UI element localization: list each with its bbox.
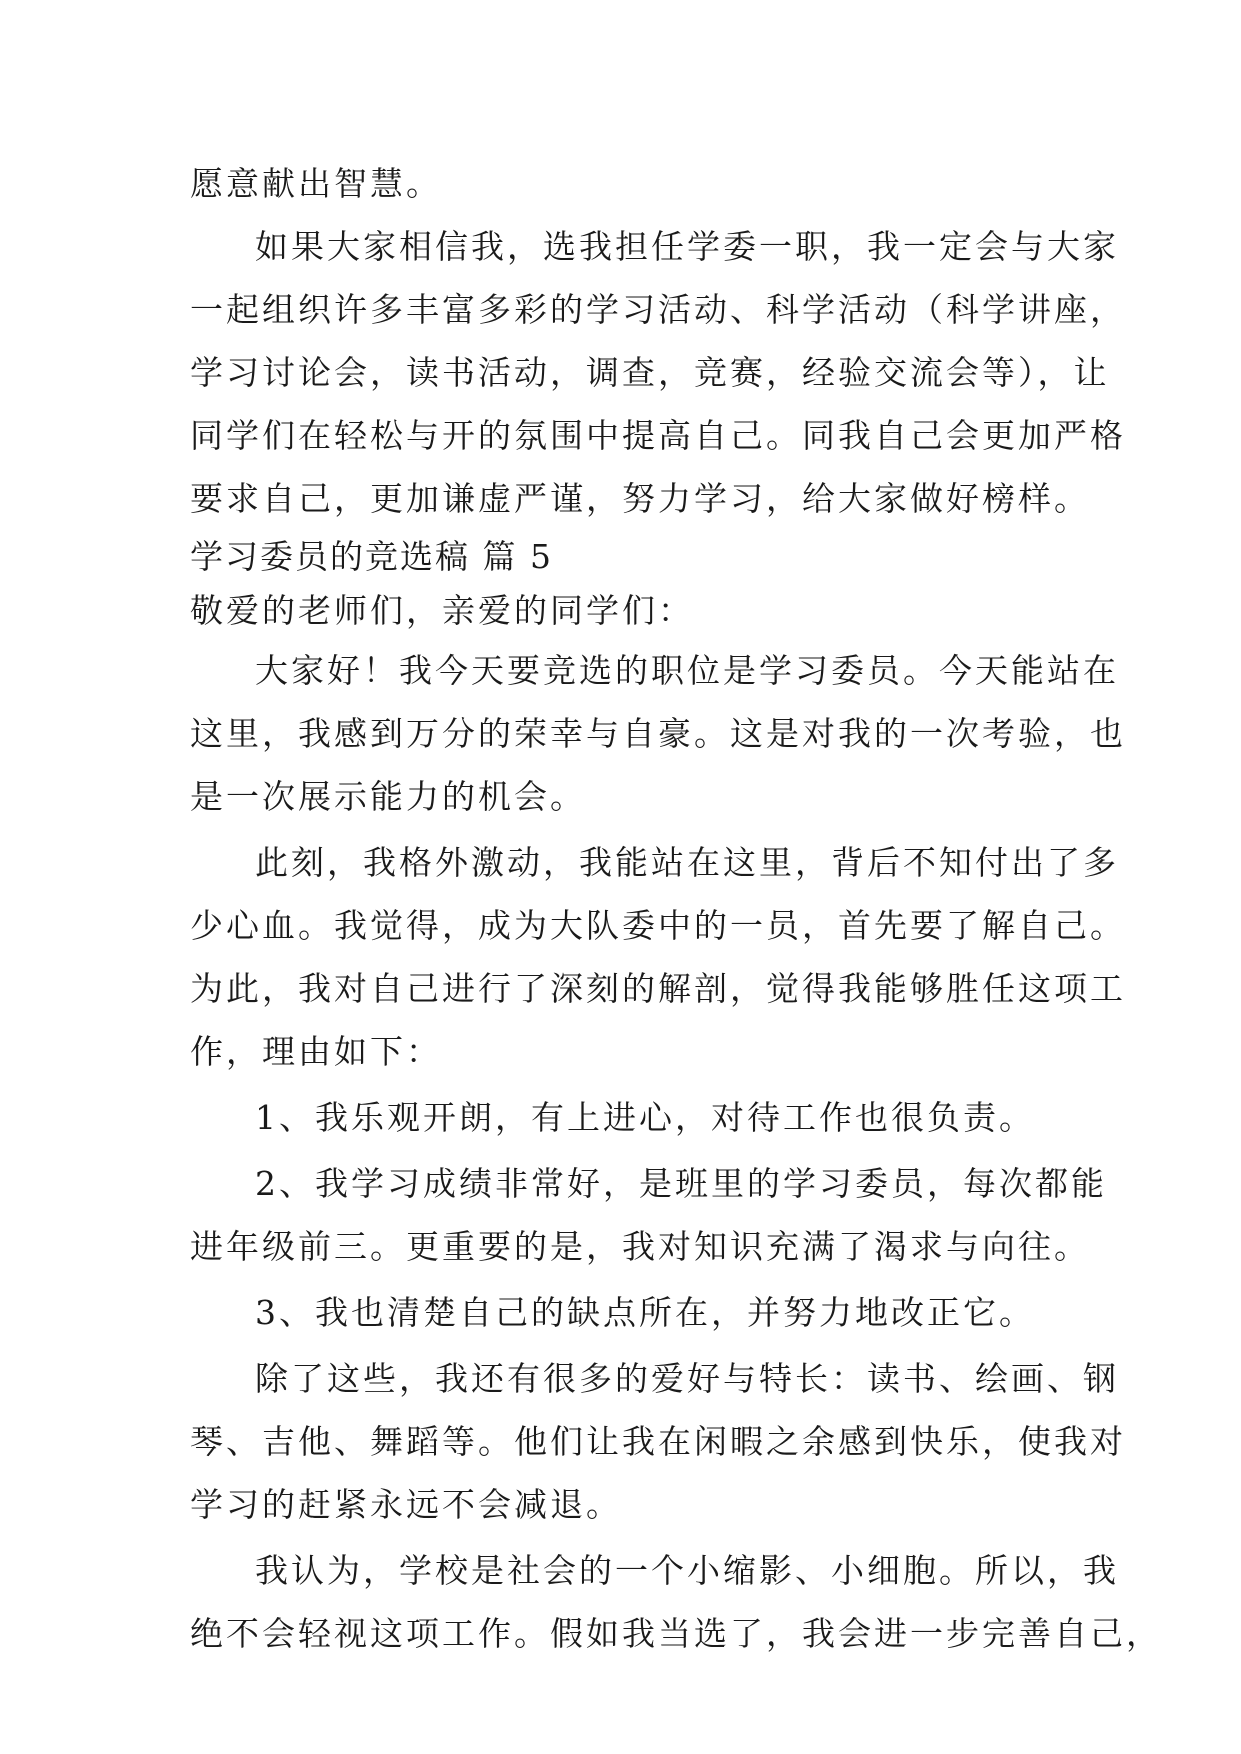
section-heading: 学习委员的竞选稿 篇 5 bbox=[190, 537, 553, 576]
paragraph-line: 一起组织许多丰富多彩的学习活动、科学活动（科学讲座， bbox=[190, 290, 1126, 329]
list-item: 1、我乐观开朗，有上进心，对待工作也很负责。 bbox=[255, 1098, 1035, 1137]
paragraph-line: 此刻，我格外激动，我能站在这里，背后不知付出了多 bbox=[255, 843, 1119, 882]
paragraph-line: 除了这些，我还有很多的爱好与特长：读书、绘画、钢 bbox=[255, 1359, 1119, 1398]
paragraph-line: 琴、吉他、舞蹈等。他们让我在闲暇之余感到快乐，使我对 bbox=[190, 1422, 1126, 1461]
paragraph-line: 学习的赶紧永远不会减退。 bbox=[190, 1485, 622, 1524]
paragraph-line: 同学们在轻松与开的氛围中提高自己。同我自己会更加严格 bbox=[190, 416, 1126, 455]
paragraph-line: 为此，我对自己进行了深刻的解剖，觉得我能够胜任这项工 bbox=[190, 969, 1126, 1008]
paragraph-line: 进年级前三。更重要的是，我对知识充满了渴求与向往。 bbox=[190, 1227, 1090, 1266]
list-item: 2、我学习成绩非常好，是班里的学习委员，每次都能 bbox=[255, 1164, 1107, 1203]
paragraph-line: 我认为，学校是社会的一个小缩影、小细胞。所以，我 bbox=[255, 1551, 1119, 1590]
salutation: 敬爱的老师们，亲爱的同学们： bbox=[190, 591, 694, 630]
list-item: 3、我也清楚自己的缺点所在，并努力地改正它。 bbox=[255, 1293, 1035, 1332]
paragraph-line: 绝不会轻视这项工作。假如我当选了，我会进一步完善自己， bbox=[190, 1614, 1162, 1653]
paragraph-line: 是一次展示能力的机会。 bbox=[190, 777, 586, 816]
paragraph-line: 要求自己，更加谦虚严谨，努力学习，给大家做好榜样。 bbox=[190, 479, 1090, 518]
paragraph-line: 少心血。我觉得，成为大队委中的一员，首先要了解自己。 bbox=[190, 906, 1126, 945]
paragraph-line: 这里，我感到万分的荣幸与自豪。这是对我的一次考验，也 bbox=[190, 714, 1126, 753]
paragraph-line: 如果大家相信我，选我担任学委一职，我一定会与大家 bbox=[255, 227, 1119, 266]
paragraph-line: 大家好！我今天要竞选的职位是学习委员。今天能站在 bbox=[255, 651, 1119, 690]
paragraph-line: 愿意献出智慧。 bbox=[190, 164, 442, 203]
paragraph-line: 作，理由如下： bbox=[190, 1032, 442, 1071]
paragraph-line: 学习讨论会，读书活动，调查，竞赛，经验交流会等），让 bbox=[190, 353, 1110, 392]
